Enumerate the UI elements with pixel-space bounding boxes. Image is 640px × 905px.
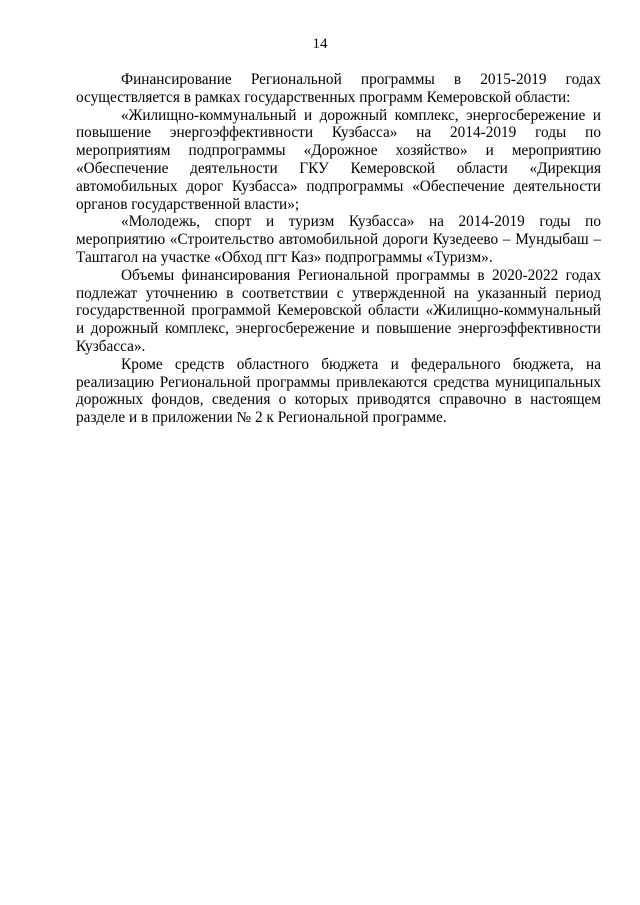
paragraph-youth-sport-tourism-program: «Молодежь, спорт и туризм Кузбасса» на 2014-2019 годы по мероприятию «Строительство автомобильной дороги Кузедеево – Мундыбаш – Таштагол на участке «Обход пгт Каз» подпрограммы «Туризм». [76, 213, 601, 266]
paragraph-municipal-funds: Кроме средств областного бюджета и федерального бюджета, на реализацию Региональной программы привлекаются средства муниципальных дорожных фондов, сведения о которых приводятся справочно в настоящем разделе и в приложении № 2 к Региональной программе. [76, 355, 601, 427]
page-number: 14 [312, 36, 328, 52]
paragraph-financing-2015-2019: Финансирование Региональной программы в 2015-2019 годах осуществляется в рамках государственных программ Кемеровской области: [76, 71, 601, 106]
paragraph-financing-2020-2022: Объемы финансирования Региональной программы в 2020-2022 годах подлежат уточнению в соответствии с утвержденной на указанный период государственной программой Кемеровской области «Жилищно-коммунальный и дорожный комплекс, энергосбережение и повышение энергоэффективности Кузбасса». [76, 266, 601, 355]
document-body [76, 71, 601, 427]
paragraph-housing-road-program: «Жилищно-коммунальный и дорожный комплекс, энергосбережение и повышение энергоэффективности Кузбасса» на 2014-2019 годы по мероприятиям подпрограммы «Дорожное хозяйство» и мероприятию «Обеспечение деятельности ГКУ Кемеровской области «Дирекция автомобильных дорог Кузбасса» подпрограммы «Обеспечение деятельности органов государственной власти»; [76, 106, 601, 213]
